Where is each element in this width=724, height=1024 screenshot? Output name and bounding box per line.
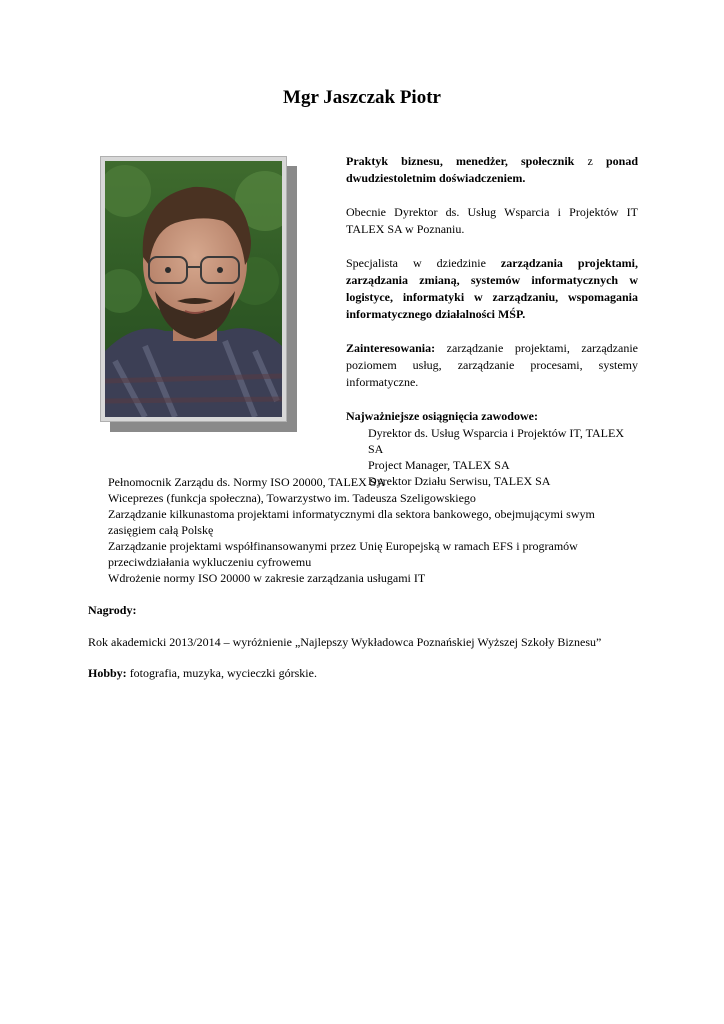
list-item: Dyrektor Działu Serwisu, TALEX SA (368, 474, 551, 488)
achievements-list (108, 474, 628, 586)
specialist-prefix: Specjalista w dziedzinie (346, 256, 501, 270)
interests-paragraph (346, 340, 638, 391)
interests-text: zarządzanie projektami, zarządzanie poziomem usług, zarządzanie procesami, systemy informatyczne. (346, 341, 638, 389)
bio-column (346, 153, 638, 489)
list-item: Pełnomocnik Zarządu ds. Normy ISO 20000, TALEX SA (108, 475, 386, 489)
page-title: Mgr Jaszczak Piotr (283, 87, 441, 108)
intro-paragraph (346, 153, 638, 187)
awards-label: Nagrody: (88, 603, 137, 617)
specialist-paragraph (346, 255, 638, 323)
hobby-paragraph (88, 665, 648, 681)
current-position-paragraph: Obecnie Dyrektor ds. Usług Wsparcia i Projektów IT TALEX SA w Poznaniu. (346, 205, 638, 236)
list-item: Wiceprezes (funkcja społeczna), Towarzystwo im. Tadeusza Szeligowskiego (108, 491, 476, 505)
awards-heading (88, 602, 648, 618)
hobby-text: fotografia, muzyka, wycieczki górskie. (126, 666, 317, 680)
specialist-bold: zarządzania projektami, zarządzania zmianą, systemów informatycznych w logistyce, informatyki w zarządzaniu, wspomagania informatycznego działalności MŚP. (346, 256, 638, 321)
hobby-label: Hobby: (88, 666, 127, 680)
intro-bold: Praktyk biznesu, menedżer, społecznik (346, 154, 575, 168)
interests-label: Zainteresowania: (346, 341, 436, 355)
awards-text: Rok akademicki 2013/2014 – wyróżnienie „Najlepszy Wykładowca Poznańskiej Wyższej Szkoły Biznesu” (88, 635, 602, 649)
list-item: Project Manager, TALEX SA (368, 458, 510, 472)
achievements-heading (346, 408, 638, 425)
list-item: Zarządzanie projektami współfinansowanymi przez Unię Europejską w ramach EFS i programów przeciwdziałania wykluczeniu cyfrowemu (108, 539, 578, 569)
list-item: Zarządzanie kilkunastoma projektami informatycznymi dla sektora bankowego, obejmującymi swym zasięgiem całą Polskę (108, 507, 595, 537)
list-item: Wdrożenie normy ISO 20000 w zakresie zarządzania usługami IT (108, 571, 426, 585)
intro-mid: z (574, 154, 606, 168)
portrait-photo-frame (100, 156, 287, 422)
intro-bold-2: ponad dwudziestoletnim doświadczeniem. (346, 154, 639, 185)
portrait-photo (105, 161, 282, 417)
list-item: Dyrektor ds. Usług Wsparcia i Projektów IT, TALEX SA (368, 426, 624, 456)
achievements-label: Najważniejsze osiągnięcia zawodowe: (346, 409, 538, 423)
